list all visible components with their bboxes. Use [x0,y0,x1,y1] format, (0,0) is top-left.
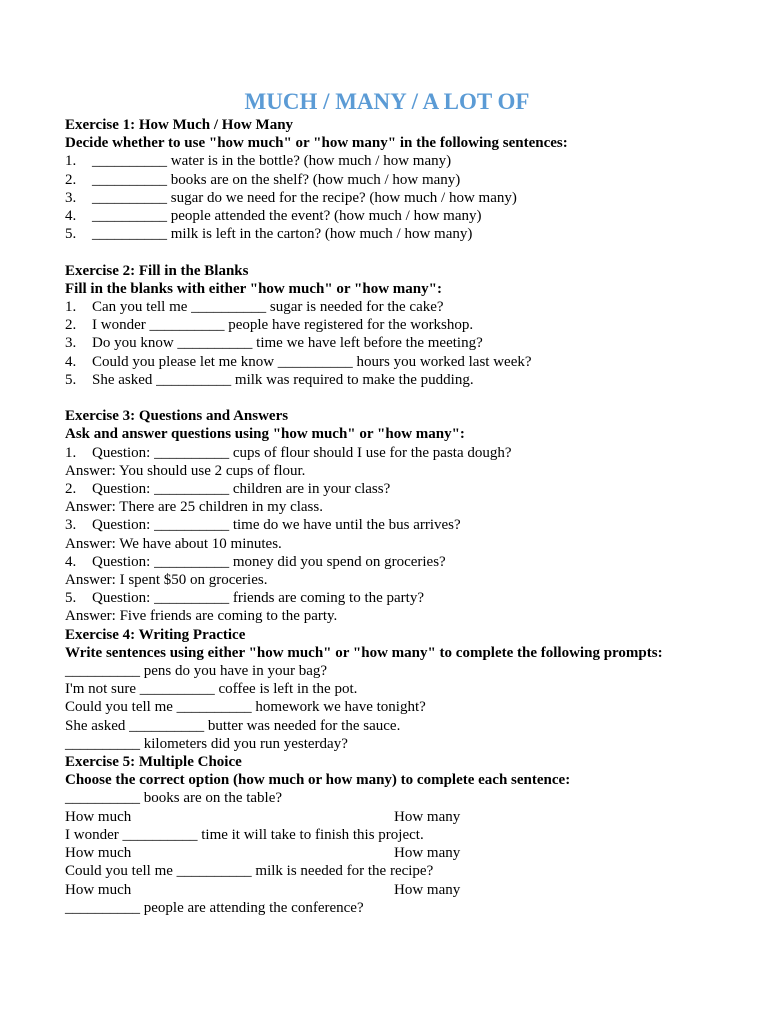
item-number: 3. [65,335,77,352]
answer-line: Answer: Five friends are coming to the party. [65,608,338,625]
exercise-2-instruction: Fill in the blanks with either "how much" or "how many": [65,280,442,297]
list-item [65,298,705,316]
answer-line: Answer: I spent $50 on groceries. [65,572,268,589]
exercise-3-instruction: Ask and answer questions using "how much" or "how many": [65,426,465,443]
item-text: __________ books are on the shelf? (how much / how many) [92,171,461,188]
spacer [65,243,705,261]
question-text: Question: __________ cups of flour should I use for the pasta dough? [92,444,512,461]
list-item [65,334,705,352]
item-text: Do you know __________ time we have left before the meeting? [92,335,483,352]
item-number: 1. [65,153,77,170]
item-number: 4. [65,208,77,225]
answer-line: Answer: You should use 2 cups of flour. [65,462,306,479]
item-number: 3. [65,517,77,534]
question-line [65,516,705,534]
item-number: 4. [65,353,77,370]
choice-options [65,844,705,862]
item-text: __________ milk is left in the carton? (how much / how many) [92,226,473,243]
list-item [65,353,705,371]
option-how-much: How much [65,881,132,898]
question-line [65,480,705,498]
choice-sentence: I wonder __________ time it will take to finish this project. [65,826,424,843]
question-text: Question: __________ time do we have until the bus arrives? [92,517,461,534]
exercise-2-heading: Exercise 2: Fill in the Blanks [65,262,249,279]
question-line [65,589,705,607]
choice-sentence: Could you tell me __________ milk is needed for the recipe? [65,863,434,880]
answer-line: Answer: There are 25 children in my class. [65,499,323,516]
item-text: I wonder __________ people have registered for the workshop. [92,317,474,334]
list-item [65,189,705,207]
item-text: __________ water is in the bottle? (how much / how many) [92,153,452,170]
exercise-4-instruction: Write sentences using either "how much" or "how many" to complete the following prompts: [65,644,663,661]
choice-sentence: __________ books are on the table? [65,790,283,807]
item-text: She asked __________ milk was required to make the pudding. [92,371,474,388]
choice-sentence: __________ people are attending the conference? [65,899,364,916]
exercise-4-heading: Exercise 4: Writing Practice [65,626,246,643]
list-item [65,171,705,189]
spacer [65,389,705,407]
item-number: 2. [65,171,77,188]
prompt-line: She asked __________ butter was needed for the sauce. [65,717,401,734]
exercise-5-heading: Exercise 5: Multiple Choice [65,754,242,771]
item-number: 2. [65,317,77,334]
question-text: Question: __________ friends are coming to the party? [92,590,425,607]
prompt-line: __________ pens do you have in your bag? [65,663,328,680]
item-number: 5. [65,371,77,388]
exercise-3-heading: Exercise 3: Questions and Answers [65,408,289,425]
option-how-many: How many [394,881,461,898]
item-text: __________ people attended the event? (how much / how many) [92,208,482,225]
exercise-1-instruction: Decide whether to use "how much" or "how many" in the following sentences: [65,135,568,152]
prompt-line: Could you tell me __________ homework we have tonight? [65,699,426,716]
item-number: 2. [65,481,77,498]
question-text: Question: __________ money did you spend on groceries? [92,553,446,570]
prompt-line: I'm not sure __________ coffee is left in the pot. [65,681,358,698]
option-how-many: How many [394,845,461,862]
prompt-line: __________ kilometers did you run yesterday? [65,735,348,752]
item-text: Could you please let me know __________ hours you worked last week? [92,353,532,370]
item-number: 5. [65,226,77,243]
item-text: Can you tell me __________ sugar is needed for the cake? [92,299,444,316]
answer-line: Answer: We have about 10 minutes. [65,535,282,552]
item-number: 5. [65,590,77,607]
worksheet-page [65,88,705,917]
list-item [65,152,705,170]
item-text: __________ sugar do we need for the recipe? (how much / how many) [92,189,517,206]
item-number: 1. [65,444,77,461]
item-number: 4. [65,553,77,570]
option-how-much: How much [65,845,132,862]
item-number: 1. [65,299,77,316]
question-line [65,444,705,462]
item-number: 3. [65,189,77,206]
list-item [65,371,705,389]
question-line [65,553,705,571]
choice-options [65,808,705,826]
option-how-many: How many [394,808,461,825]
list-item [65,207,705,225]
option-how-much: How much [65,808,132,825]
list-item [65,225,705,243]
list-item [65,316,705,334]
question-text: Question: __________ children are in your class? [92,481,391,498]
page-title: MUCH / MANY / A LOT OF [244,89,530,114]
choice-options [65,881,705,899]
exercise-1-heading: Exercise 1: How Much / How Many [65,117,294,133]
exercise-5-instruction: Choose the correct option (how much or how many) to complete each sentence: [65,772,571,789]
